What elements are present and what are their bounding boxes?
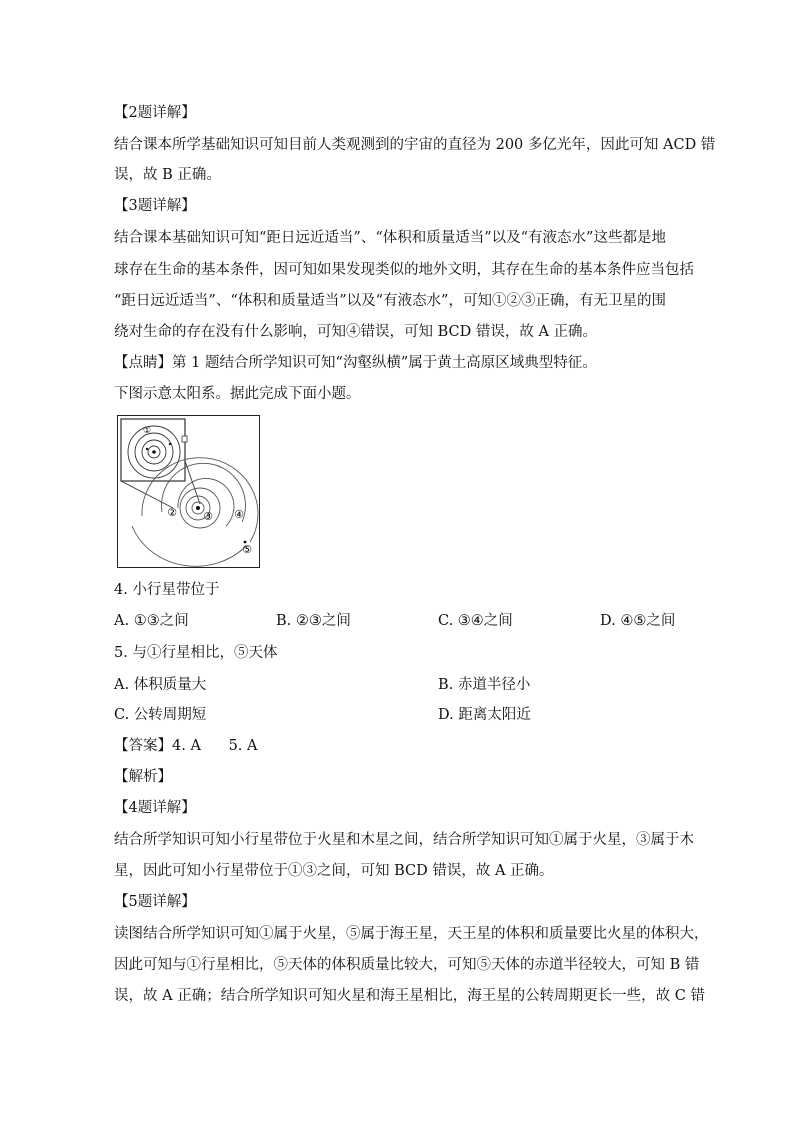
q4-option-a: A. ①③之间: [114, 613, 189, 629]
q5-option-a: A. 体积质量大: [114, 677, 207, 693]
paragraph-line: 结合课本所学基础知识可知目前人类观测到的宇宙的直径为 200 多亿光年，因此可知 ACD 错: [114, 137, 716, 153]
answer-line: [114, 736, 258, 756]
q4-option-b: B. ②③之间: [276, 613, 351, 629]
label-5: ⑤: [242, 543, 252, 556]
inset-box: [121, 419, 185, 481]
label-4: ④: [234, 508, 244, 521]
paragraph-line: 结合所学知识可知小行星带位于火星和木星之间，结合所学知识可知①属于火星，③属于木: [114, 832, 694, 848]
inset-marker: [182, 436, 187, 442]
paragraph-line: 因此可知与①行星相比，⑤天体的体积质量比较大，可知⑤天体的赤道半径较大，可知 B 错: [114, 957, 700, 973]
heading-q2-detail: 【2题详解】: [114, 105, 196, 121]
q4-option-c: C. ③④之间: [438, 613, 513, 629]
paragraph-line: 绕对生命的存在没有什么影响，可知④错误，可知 BCD 错误，故 A 正确。: [114, 324, 598, 340]
label-2: ②: [167, 506, 177, 519]
answer-label: 【答案】: [114, 738, 172, 754]
paragraph-line: 误，故 B 正确。: [114, 167, 221, 183]
answer-text: 4. A 5. A: [172, 738, 258, 754]
heading-analysis: 【解析】: [114, 769, 172, 785]
paragraph-line: 球存在生命的基本条件，因可知如果发现类似的地外文明，其存在生命的基本条件应当包括: [114, 262, 694, 278]
heading-q3-detail: 【3题详解】: [114, 198, 196, 214]
inset-connector-line: [121, 481, 173, 508]
paragraph-line: 星，因此可知小行星带位于①③之间，可知 BCD 错误，故 A 正确。: [114, 863, 554, 879]
planet-dot: [146, 448, 148, 450]
paragraph-line: 误，故 A 正确；结合所学知识可知火星和海王星相比，海王星的公转周期更长一些，故 C 错: [114, 988, 705, 1004]
sun-dot: [196, 506, 200, 510]
q5-option-d: D. 距离太阳近: [438, 707, 531, 723]
heading-q5-detail: 【5题详解】: [114, 894, 196, 910]
label-3: ③: [203, 510, 213, 523]
paragraph-line: “距日远近适当”、“体积和质量适当”以及“有液态水”，可知①②③正确，有无卫星的围: [114, 293, 666, 309]
paragraph-line: 读图结合所学知识可知①属于火星，⑤属于海王星，天王星的体积和质量要比火星的体积大，: [114, 926, 709, 942]
sun-dot: [152, 450, 156, 454]
q4-option-d: D. ④⑤之间: [600, 613, 676, 629]
q5-option-b: B. 赤道半径小: [438, 677, 531, 693]
orbit: [132, 526, 246, 566]
planet-dot: [169, 443, 171, 445]
paragraph-line: 结合课本基础知识可知“距日远近适当”、“体积和质量适当”以及“有液态水”这些都是地: [114, 230, 666, 246]
heading-q4-detail: 【4题详解】: [114, 800, 196, 816]
tip-line: 【点睛】第 1 题结合所学知识可知“沟壑纵横”属于黄土高原区域典型特征。: [114, 355, 597, 371]
figure-intro: 下图示意太阳系。据此完成下面小题。: [114, 386, 361, 402]
question-5-stem: 5. 与①行星相比，⑤天体: [114, 645, 278, 661]
solar-system-figure: [117, 415, 260, 568]
solar-system-diagram: [118, 416, 259, 567]
q5-option-c: C. 公转周期短: [114, 707, 207, 723]
label-1: ①: [142, 426, 152, 436]
question-4-stem: 4. 小行星带位于: [114, 582, 220, 598]
